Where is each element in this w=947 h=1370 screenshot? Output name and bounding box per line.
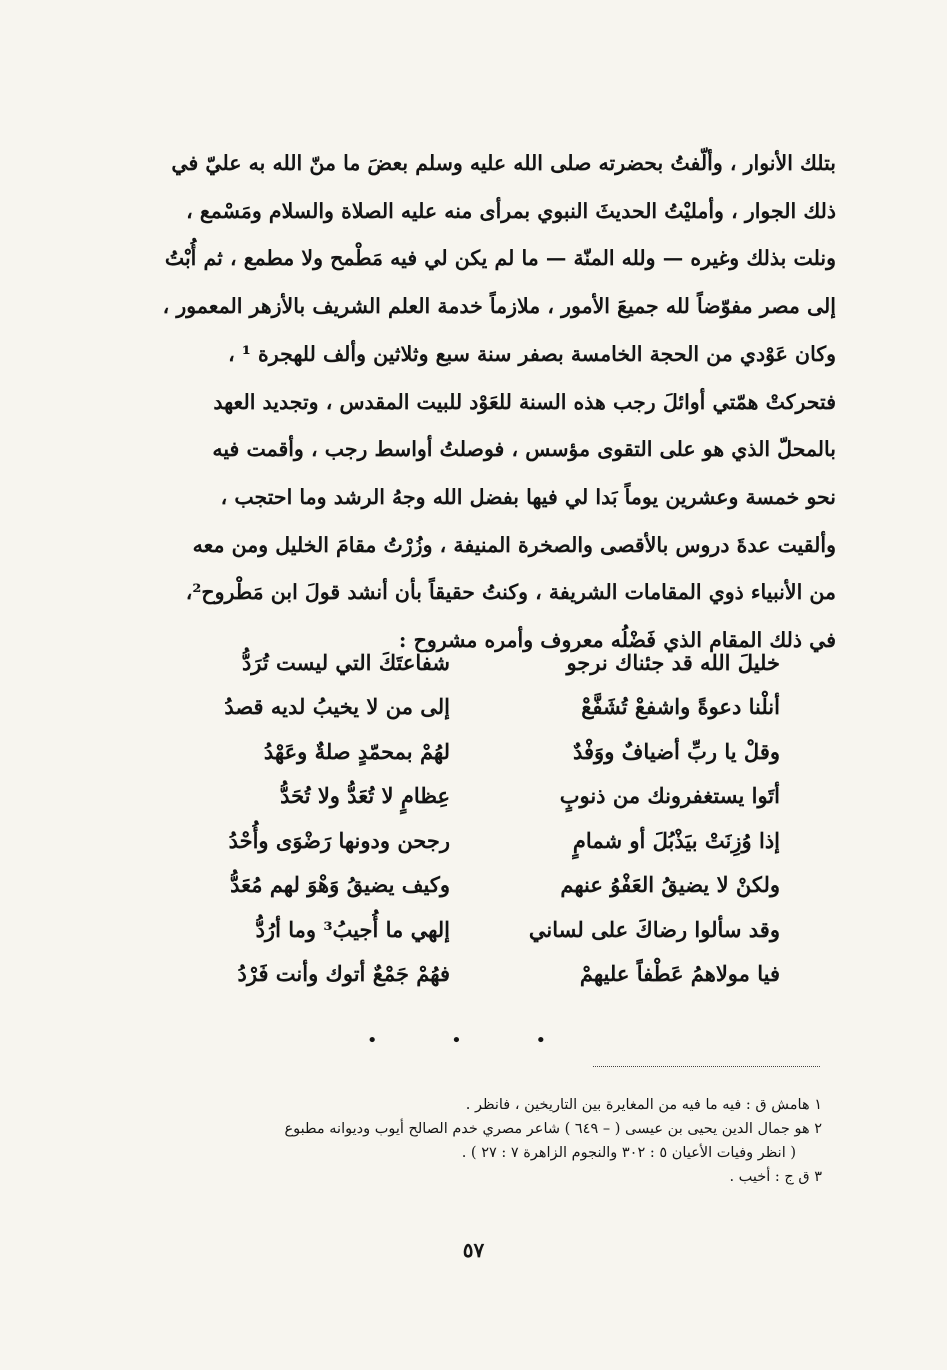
body-line: وألقيت عدةَ دروس بالأقصى والصخرة المنيفة ، وزُرْتُ مقامَ الخليل ومن معه [192,532,836,557]
verse-line [180,729,780,774]
body-line: نحو خمسة وعشرين يوماً بَدا لي فيها بفضل الله وجهُ الرشد وما احتجب ، [220,484,836,509]
body-line: بتلك الأنوار ، وألّفتُ بحضرته صلى الله عليه وسلم بعضَ ما منّ الله به عليّ في [171,151,836,175]
page-number: ٥٧ [462,1238,485,1262]
body-line: إلى مصر مفوّضاً لله جميعَ الأمور ، ملازماً خدمة العلم الشريف بالأزهر المعمور ، [162,294,836,319]
verse-line [180,774,780,819]
verse-second-hemistich: إلى من لا يخيبُ لديه قصدُ [224,694,450,720]
verse-second-hemistich: وكيف يضيقُ وَهْوَ لهم مُعَدُّ [230,872,450,898]
footnote: ٢ هو جمال الدين يحيى بن عيسى ( – ٦٤٩ ) شاعر مصري خدم الصالح أيوب وديوانه مطبوع [284,1121,822,1137]
verse-first-hemistich: أتَوا يستغفرونك من ذنوبٍ [559,783,780,809]
body-line: ذلك الجوار ، وأمليْتُ الحديثَ النبوي بمرأى منه عليه الصلاة والسلام ومَسْمع ، [186,198,836,223]
verse-second-hemistich: عِظامٍ لا تُعَدُّ ولا تُحَدُّ [280,783,450,809]
verse-line [180,685,780,730]
body-line: بالمحلّ الذي هو على التقوى مؤسس ، فوصلتُ أواسط رجب ، وأقمت فيه [212,437,836,462]
verse-line [180,863,780,908]
footnote: ٣ ق ج : أخيب . [729,1169,822,1185]
footnote: ١ هامش ق : فيه ما فيه من المغايرة بين التاريخين ، فانظر . [465,1097,822,1113]
verse-second-hemistich: لهُمْ بمحمّدٍ صلةٌ وعَهْدُ [263,738,450,764]
footnote-divider [593,1066,820,1067]
verse-first-hemistich: وقد سألوا رضاكَ على لساني [528,916,780,942]
verse-line [180,907,780,952]
footnote-continuation: ( انظر وفيات الأعيان ٥ : ٣٠٢ والنجوم الزاهرة ٧ : ٢٧ ) . [461,1145,796,1161]
verse-first-hemistich: ولكنْ لا يضيقُ العَفْوُ عنهم [560,872,780,898]
verse-first-hemistich: أنلْنا دعوةً واشفعْ تُشَفَّعْ [581,694,780,720]
verse-first-hemistich: خليلَ الله قد جئناك نرجو [566,649,780,675]
verse-second-hemistich: فهُمْ جَمْعٌ أتوك وأنت فَرْدُ [237,961,450,987]
verse-second-hemistich: رجحن ودونها رَضْوَى وأُحْدُ [228,827,450,853]
verse-line [180,640,780,685]
verse-second-hemistich: شفاعتَكَ التي ليست تُرَدُّ [241,649,450,675]
verse-second-hemistich: إلهي ما أُجيبُ³ وما أرُدُّ [255,916,450,942]
footnotes [170,1093,822,1189]
body-line: ونلت بذلك وغيره — ولله المنّة — ما لم يكن لي فيه مَطْمح ولا مطمع ، ثم أُبْتُ [164,246,836,271]
verse-first-hemistich: وقلْ يا ربِّ أضيافٌ ووَفْدٌ [573,738,780,764]
verse-first-hemistich: فيا مولاهمُ عَطْفاً عليهمْ [579,961,780,987]
poem [180,640,780,996]
verse-line [180,818,780,863]
body-line: في ذلك المقام الذي فَضْلُه معروف وأمره مشروح : [398,628,836,653]
body-line: فتحركتْ همّتي أوائلَ رجب هذه السنة للعَوْد للبيت المقدس ، وتجديد العهد [213,389,836,414]
verse-line [180,952,780,997]
body-line: وكان عَوْدي من الحجة الخامسة بصفر سنة سبع وثلاثين وألف للهجرة ¹ ، [228,341,836,366]
body-text [118,140,836,665]
verse-first-hemistich: إذا وُزِنَتْ بيَذْبُلَ أو شمامٍ [572,827,780,853]
section-ornament: • • • [366,1030,581,1051]
body-line: من الأنبياء ذوي المقامات الشريفة ، وكنتُ حقيقاً بأن أنشد قولَ ابن مَطْروح²، [185,580,836,605]
